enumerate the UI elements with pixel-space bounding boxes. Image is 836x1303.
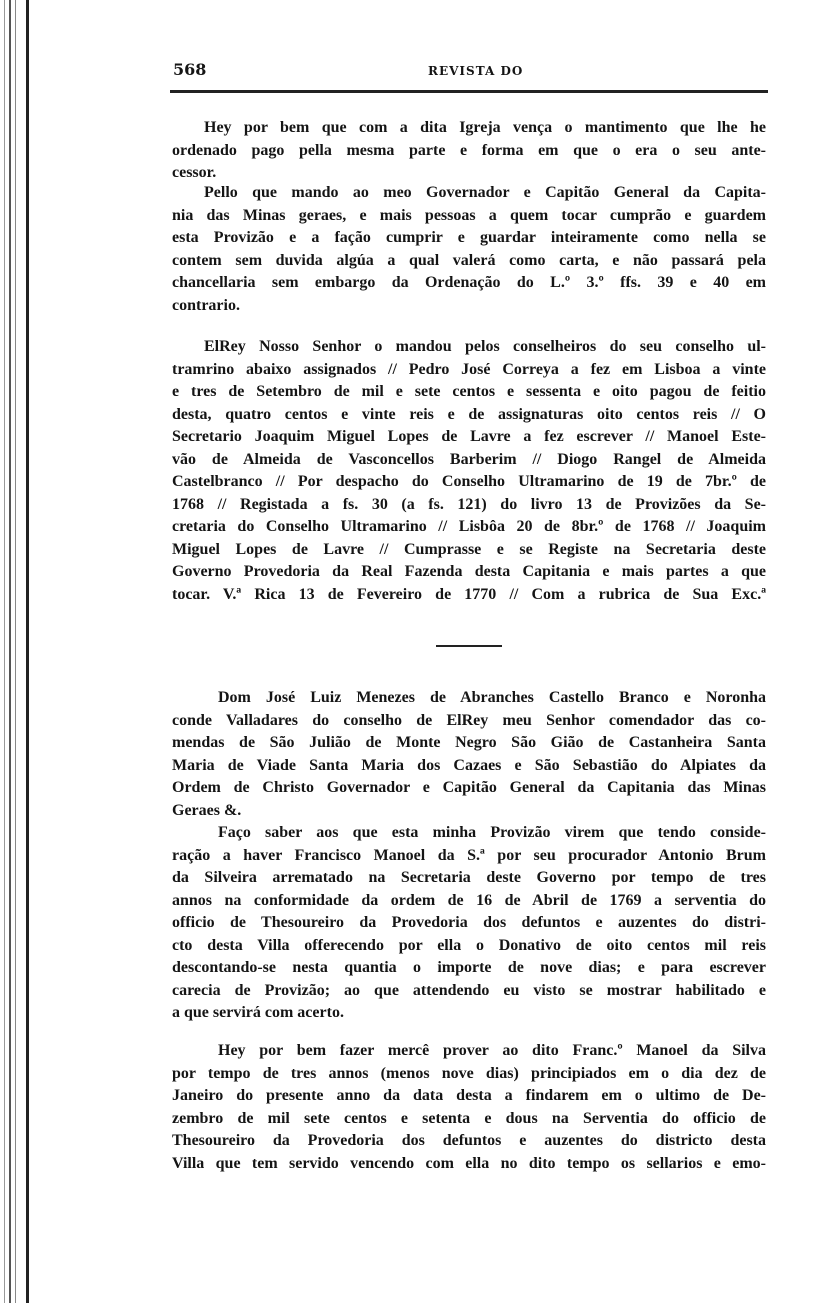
text-line: Faço saber aos que esta minha Provizão virem que tendo conside- [218,824,766,841]
page-header [170,60,768,93]
text-line: Janeiro do presente anno da data desta a findarem em o ultimo de De- [172,1087,766,1104]
text-line: Hey por bem que com a dita Igreja vença o mantimento que lhe he [204,119,766,136]
text-line: annos na conformidade da ordem de 16 de Abril de 1769 a serventia do [172,891,766,909]
text-line: ordenado pago pella mesma parte e forma em que o era o seu ante- [172,141,766,159]
text-line: Pello que mando ao meo Governador e Capitão General da Capita- [204,184,766,201]
text-line: contem sem duvida algúa a qual valerá como carta, e não passará pela [172,251,766,269]
paragraph-governor-title [172,687,766,822]
text-line: esta Provizão e a fação cumprir e guardar inteiramente como nella se [172,229,766,246]
text-line: conde Valladares do conselho de ElRey meu Senhor comendador das co- [172,711,766,729]
text-line: Secretario Joaquim Miguel Lopes de Lavre a fez escrever // Manoel Este- [172,428,766,445]
text-line: Miguel Lopes de Lavre // Cumprasse e se Registe na Secretaria deste [172,540,766,558]
text-line: a que servirá com acerto. [172,1004,344,1021]
book-spine-edge [0,0,22,1303]
paragraph-provision-close [172,117,766,185]
paragraph-order [172,182,766,317]
text-line: officio de Thesoureiro da Provedoria dos defuntos e auzentes do distri- [172,914,766,931]
text-line: cessor. [172,164,217,181]
text-line: ração a haver Francisco Manoel da S.ª por seu procurador Antonio Brum [172,846,766,864]
text-line: tramrino abaixo assignados // Pedro José Correya a fez em Lisboa a vinte [172,360,766,378]
text-line: ElRey Nosso Senhor o mandou pelos conselheiros do seu conselho ul- [204,338,766,355]
text-line: descontando-se nesta quantia o importe de nove dias; e para escrever [172,959,766,976]
text-line: zembro de mil sete centos e setenta e dous na Serventia do officio de [172,1109,766,1127]
text-line: chancellaria sem embargo da Ordenação do L.º 3.º ffs. 39 e 40 em [172,274,766,291]
paragraph-signatures [172,336,766,606]
paragraph-announcement [172,822,766,1025]
text-line: cto desta Villa offerecendo por ella o Donativo de oito centos mil reis [172,936,766,954]
text-line: desta, quatro centos e vinte reis e de assignaturas oito centos reis // O [172,405,766,423]
text-line: nia das Minas geraes, e mais pessoas a quem tocar cumprão e guardem [172,206,766,224]
text-line: da Silveira arrematado na Secretaria deste Governo por tempo de tres [172,869,766,886]
running-head: REVISTA DO [428,64,524,78]
text-line: Villa que tem servido vencendo com ella no dito tempo os sellarios e emo- [172,1154,766,1172]
text-line: carecia de Provizão; ao que attendendo eu visto se mostrar habilitado e [172,981,766,999]
text-line: Dom José Luiz Menezes de Abranches Castello Branco e Noronha [218,689,766,706]
text-line: 1768 // Registada a fs. 30 (a fs. 121) do livro 13 de Provizões da Se- [172,495,766,513]
text-line: contrario. [172,296,240,314]
text-line: Maria de Viade Santa Maria dos Cazaes e São Sebastião do Alpiates da [172,756,766,774]
section-divider [436,645,502,647]
text-line: tocar. V.ª Rica 13 de Fevereiro de 1770 // Com a rubrica de Sua Exc.ª [172,585,766,603]
paragraph-appointment [172,1040,766,1175]
text-line: por tempo de tres annos (menos nove dias) principiados em o dia dez de [172,1064,766,1082]
text-line: Geraes &. [172,801,242,819]
text-line: vão de Almeida de Vasconcellos Barberim // Diogo Rangel de Almeida [172,450,766,468]
text-line: mendas de São Julião de Monte Negro São Gião de Castanheira Santa [172,734,766,751]
text-line: Governo Provedoria da Real Fazenda desta Capitania e mais partes a que [172,563,766,580]
text-line: e tres de Setembro de mil e sete centos e sessenta e oito pagou de feitio [172,383,766,400]
text-line: Hey por bem fazer mercê prover ao dito Franc.º Manoel da Silva [218,1042,766,1059]
text-line: cretaria do Conselho Ultramarino // Lisbôa 20 de 8br.º de 1768 // Joaquim [172,518,766,535]
page-number: 568 [173,60,207,79]
text-line: Ordem de Christo Governador e Capitão General da Capitania das Minas [172,779,766,796]
text-line: Thesoureiro da Provedoria dos defuntos e auzentes do districto desta [172,1132,766,1149]
text-line: Castelbranco // Por despacho do Conselho Ultramarino de 19 de 7br.º de [172,473,766,490]
